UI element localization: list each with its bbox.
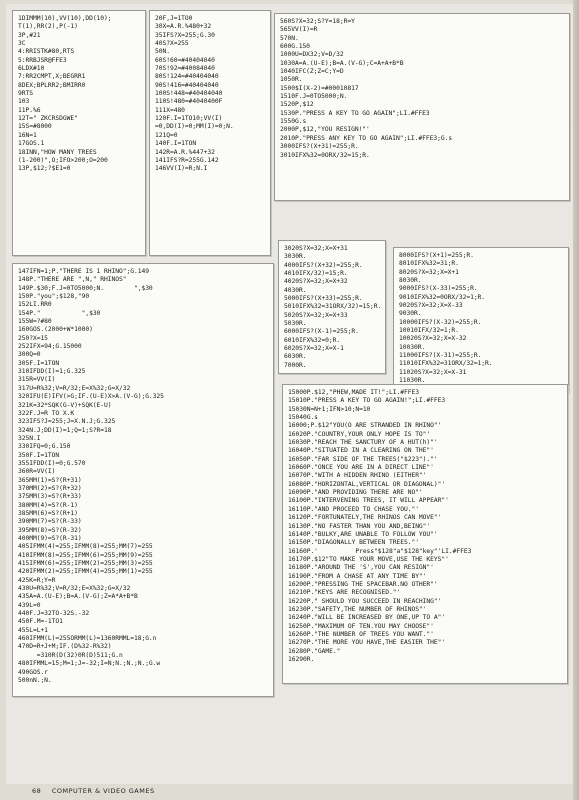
code-line: 450F.M=-1TO1: [18, 618, 63, 626]
code-line: 565VV(I)=R: [280, 26, 318, 34]
code-line: 250?X=15: [18, 334, 48, 342]
code-line: 16070P."WITH A HIDDEN RHINO (EITHER"': [288, 472, 427, 480]
code-line: T(1),RR(2),P(-1): [18, 23, 78, 31]
page-footer: [32, 787, 163, 795]
code-line: 8010IFX%32=31;R.: [399, 260, 459, 268]
code-line: 323IFS?J=255;J=X.N.J;G.325: [18, 418, 116, 426]
code-line: 110S!480=#4040400F: [155, 98, 223, 106]
code-line: (1-200)",O;IFO>200;O=200: [18, 156, 108, 164]
code-line: 8030R.: [399, 277, 422, 285]
code-line: 16260P."THE NUMBER OF TREES YOU WANT."': [288, 630, 434, 638]
code-line: 430U=R%32;V=R/32;E=X%32;G=X/32: [18, 585, 131, 593]
code-listing-2: [149, 10, 271, 256]
magazine-page: [6, 4, 573, 795]
code-line: 3020S?X=32;X=X+31: [284, 245, 348, 252]
code-line: 16170P.$12"TO MAKE YOUR MOVE,USE THE KEYS"': [288, 555, 449, 563]
code-line: 16040P."SITUATED IN A CLEARING ON THE"': [288, 447, 434, 455]
code-line: 5:RRBJSR@FFE3: [18, 56, 67, 64]
code-line: 12T=" ZKCRSDGWE": [18, 115, 78, 123]
code-line: 7000R.: [284, 361, 307, 369]
code-line: 60S!60=#40404040: [155, 56, 215, 64]
code-line: 420IFMM(2)=255;IFMM(4)=255;MM(1)=255: [18, 568, 153, 576]
code-line: 5020S?X=32;X=X+33: [284, 311, 348, 319]
code-listing-5: [278, 240, 386, 374]
code-line: 16060P."ONCE YOU ARE IN A DIRECT LINE"': [288, 464, 434, 472]
code-line: 16140P."BULKY,ARE UNABLE TO FOLLOW YOU"': [288, 530, 438, 538]
code-line: 560S?X=32;S?Y=18;R=Y: [280, 18, 355, 25]
code-line: 9000IFS?(X-33)=255;R.: [399, 285, 478, 293]
code-line: 16090P."AND PROVIDING THERE ARE NO"': [288, 489, 423, 497]
code-line: 1040IFC(Z;Z=C;Y=D: [280, 68, 344, 76]
code-line: 320IFU(E)IFV(>G;IF.(U-E)X>A.(V-G);G.325: [18, 393, 164, 401]
code-line: 7:RR2CMPT,X;BEGRR1: [18, 73, 86, 81]
code-line: 16020P."COUNTRY,YOUR ONLY HOPE IS TO"': [288, 430, 431, 438]
code-line: 1030A=A.(U-E);B=A.(V-G);C=A+A+B*B: [280, 59, 404, 67]
code-line: 480IFMML=15;M=1;J=-32;I=N;N.;N.;N.;G.w: [18, 660, 161, 668]
code-line: 4010IFX/32)=15;R.: [284, 270, 348, 278]
code-line: 154P." ",$30: [18, 309, 101, 317]
code-line: 435A=A.(U-E);B=A.(V-G);Z=A*A+B*B: [18, 593, 138, 601]
code-line: 11P.%6: [18, 106, 41, 114]
code-line: 140F.I=1TON: [155, 140, 197, 148]
code-line: 1550G.s: [280, 118, 307, 126]
code-line: 3030R.: [284, 253, 307, 261]
code-line: 8DEX;BPLRR2;BMIRR0: [18, 81, 86, 89]
code-line: 141IFS?R=255G.142: [155, 156, 219, 164]
code-line: 80S!124=#40404040: [155, 73, 219, 81]
code-line: 16250P."MAXIMUM OF TEN.YOU MAY CHOOSE"': [288, 622, 434, 630]
code-line: 90S!416=#40404040: [155, 81, 219, 89]
code-line: 40S?X=255: [155, 40, 189, 48]
code-line: 15030N=N+1;IFN>10;N=10: [288, 405, 371, 413]
code-line: 152LI.RR0: [18, 301, 52, 309]
code-line: 18INN,"HOW MANY TREES: [18, 148, 97, 156]
code-line: 16150P."DIAGONALLY BETWEEN TREES."': [288, 539, 419, 547]
code-line: 439L=0: [18, 601, 41, 609]
code-line: 6020S?X=32;X=X-1: [284, 345, 344, 353]
code-line: 9010IFX%32=0ORX/32=1;R.: [399, 293, 486, 301]
code-line: 15S=#8000: [18, 123, 52, 131]
code-line: 4020S?X=32;X=X+32: [284, 278, 348, 286]
code-line: 360R=VV(I): [18, 468, 56, 476]
code-line: 380MM(4)=S?(R-1): [18, 501, 78, 509]
code-line: 325N.I: [18, 434, 41, 442]
code-listing-7: [282, 384, 568, 684]
code-line: 147IFN=1;P."THERE IS 1 RHINO";G.149: [18, 268, 149, 275]
code-line: 16210P."KEYS ARE RECOGNISED."': [288, 589, 401, 597]
code-line: 16000;P.$12"YOU(O ARE STRANDED IN RHINO"': [288, 422, 442, 430]
code-line: 20F,J=1TO0: [155, 15, 193, 22]
code-line: 500nN.;N.: [18, 676, 52, 684]
code-line: 11020S?X=32;X=X-31: [399, 368, 467, 376]
code-line: 120F.I=1TO10;VV(I): [155, 115, 223, 123]
code-line: 16270P."THE MORE YOU HAVE,THE EASIER THE"': [288, 639, 446, 647]
code-line: 3C: [18, 40, 26, 48]
code-line: 5010IFX%32=31ORX/32)=15;R.: [284, 303, 382, 311]
code-line: 5030R.: [284, 320, 307, 328]
code-line: 425K=R;Y=R: [18, 576, 56, 584]
code-line: 315R=VV(I): [18, 376, 56, 384]
code-line: 1520P,$12: [280, 101, 314, 109]
code-line: 410IFMM(8)=255;IFMM(6)=255;MM(9)=255: [18, 551, 153, 559]
code-line: 6010IFX%32=0;R.: [284, 336, 341, 344]
code-line: 6030R.: [284, 353, 307, 361]
code-line: 15040G.s: [288, 414, 318, 422]
code-line: 10030R.: [399, 343, 426, 351]
code-line: 16160P.' Press"$128"a"$128"key"'LI.#FFE3: [288, 547, 472, 555]
code-line: 10020S?X=32;X=X-32: [399, 335, 467, 343]
code-line: 16N=1: [18, 131, 37, 139]
code-line: 16220P." SHOULD YOU SUCCEED IN REACHING"': [288, 597, 442, 605]
code-line: 252IFX=94;G.15000: [18, 343, 82, 351]
code-line: 405IFMM(4)=255;IFMM(8)=255;MM(7)=255: [18, 543, 153, 551]
code-line: 148P."THERE ARE ",N," RHINOS": [18, 276, 127, 284]
code-line: 330IFQ=0;G.150: [18, 443, 71, 451]
code-line: 317U=R%32;V=R/32;E=X%32;G=X/32: [18, 384, 131, 392]
code-line: 13P,$12;?$E1=0: [18, 165, 71, 173]
code-line: 455L=L+1: [18, 626, 48, 634]
code-line: 160GOS.(2000+W*1000): [18, 326, 93, 334]
code-listing-1: [12, 10, 146, 256]
code-line: 3P,#21: [18, 31, 41, 39]
code-line: 370MM(2)=S?(R+32): [18, 484, 82, 492]
code-line: 9030R.: [399, 310, 422, 318]
code-line: 385MM(6)=S?(R+1): [18, 509, 78, 517]
code-line: 149P.$30;F.J=0TO5000;N. ",$30: [18, 284, 153, 292]
code-line: 155W=?#80: [18, 318, 52, 326]
code-line: 600G.150: [280, 43, 310, 51]
code-line: 1DIMMM(10),VV(10),DD(10);: [18, 15, 112, 22]
code-line: 121Q=0: [155, 131, 178, 139]
code-line: 8020S?X=32;X=X+1: [399, 268, 459, 276]
code-line: 1000U=DX32;V=D/32: [280, 51, 344, 59]
code-line: 16200P."PRESSING THE SPACEBAR.NO OTHER"': [288, 580, 438, 588]
code-line: 440F.J=32TO-32S.-32: [18, 610, 90, 618]
code-line: 11010IFX%32=31ORX/32=1;R.: [399, 360, 493, 368]
code-line: 415IFMM(6)=255;IFMM(2)=255;MM(3)=255: [18, 560, 153, 568]
code-line: 321K=32*SQK(G-V)+SQK(E-U): [18, 401, 112, 409]
code-line: 350F.I=1TON: [18, 451, 60, 459]
code-line: 11030R.: [399, 377, 426, 385]
code-line: 17GOS.1: [18, 140, 45, 148]
code-line: 8000IFS?(X+1)=255;R.: [399, 252, 474, 259]
code-line: 15000P.$12,"PHEW,MADE IT!";LI.#FFE3: [288, 389, 419, 396]
code-line: 300Q=0: [18, 351, 41, 359]
code-line: 4:RRISTK#80,RTS: [18, 48, 75, 56]
code-line: 9020S?X=32;X=X-33: [399, 302, 463, 310]
code-line: 5000IFS?(X+33)=255;R.: [284, 295, 363, 303]
code-line: 16120P."FORTUNATELY,THE RHINOS CAN MOVE"': [288, 514, 442, 522]
code-line: 16110P."AND PROCEED TO CHASE YOU."': [288, 505, 419, 513]
page-number: 68: [32, 787, 42, 795]
code-line: 470D=R+J+M;IF.(D%32-R%32): [18, 643, 112, 651]
code-listing-4: [12, 263, 274, 697]
code-line: 50N.: [155, 48, 170, 56]
code-line: 16190P."FROM A CHASE AT ANY TIME BY"': [288, 572, 427, 580]
code-line: 100S!448=#40404040: [155, 90, 223, 98]
code-line: 16030P."REACH THE SANCTURY OF A HUT(h)"': [288, 439, 438, 447]
code-line: 146VV(I)=R;N.I: [155, 165, 208, 173]
code-line: 1530P."PRESS A KEY TO GO AGAIN";LI.#FFE3: [280, 109, 430, 117]
code-line: 10010IFX/32=1;R.: [399, 327, 459, 335]
code-line: 322F.J=R TO X.K: [18, 409, 75, 417]
code-line: 3000IFS?(X+31)=255;R.: [280, 143, 359, 151]
code-line: 390MM(7)=S?(R-33): [18, 518, 82, 526]
code-line: 16240P."WILL BE INCREASED BY ONE,UP TO A"': [288, 614, 446, 622]
code-line: 305F.I=1TON: [18, 359, 60, 367]
code-line: 4000IFS?(X+32)=255;R.: [284, 261, 363, 269]
code-line: 16230P."SAFETY,THE NUMBER OF RHINOS"': [288, 605, 427, 613]
code-line: 16050P."FAR SIDE OF THE TREES("$223")."': [288, 455, 438, 463]
code-line: 103: [18, 98, 30, 106]
code-line: 365MM(1)=S?(R+31): [18, 476, 82, 484]
code-line: 16180P."AROUND THE 'S',YOU CAN RESIGN"': [288, 564, 434, 572]
code-line: 11000IFS?(X-31)=255;R.: [399, 352, 482, 360]
code-line: 395MM(8)=S?(R-32): [18, 526, 82, 534]
code-line: 4030R.: [284, 286, 307, 294]
code-line: 1050R.: [280, 76, 303, 84]
code-line: 324N.J;DD(I)=1;Q=1;S?R=18: [18, 426, 112, 434]
code-line: 142R=A.R.%447+32: [155, 148, 215, 156]
code-line: 3010IFX%32=0ORX/32=15;R.: [280, 151, 370, 159]
code-listing-6: [393, 247, 569, 393]
code-line: 16290R.: [288, 656, 315, 663]
magazine-title: COMPUTER & VIDEO GAMES: [51, 787, 155, 795]
code-listing-3: [274, 13, 570, 201]
code-line: 16100P."INTERVENING TREES, IT WILL APPEAR"': [288, 497, 449, 505]
code-line: 10000IFS?(X-32)=255;R.: [399, 318, 482, 326]
page-edge: [573, 0, 579, 800]
code-line: 9RTS: [18, 90, 33, 98]
code-line: 1500$I(X-2)=#00010817: [280, 84, 359, 92]
code-line: 310IFDD(I)=1;G.325: [18, 368, 86, 376]
code-line: 460IFMM(L)=255ORMM(L)=1360RMML=18;G.n: [18, 635, 157, 643]
code-line: 111X=480: [155, 106, 185, 114]
code-line: 150P."you";$128,"90: [18, 293, 90, 301]
code-line: 30X=A.R.%480+32: [155, 23, 212, 31]
code-line: 16080P."HORIZONTAL,VERTICAL OR DIAGONAL)"': [288, 480, 446, 488]
code-line: 1510F.J=0TO5000;N.: [280, 93, 348, 101]
code-line: 375MM(3)=S?(R+33): [18, 493, 82, 501]
code-line: 6000IFS?(X-1)=255;R.: [284, 328, 359, 336]
code-line: 2000P,$12,"YOU RESIGN!"': [280, 126, 370, 134]
code-line: =0,DD(I)=0;MM(I)=0;N.: [155, 123, 234, 131]
code-line: 70S!92=#40084040: [155, 65, 215, 73]
code-line: =310R(D(32)0R(D)511;G.n: [18, 651, 123, 659]
code-line: 15010P."PRESS A KEY TO GO AGAIN!";LI.#FFE3: [288, 397, 446, 405]
code-line: 400MM(9)=S?(R-31): [18, 535, 82, 542]
code-line: 570N.: [280, 34, 299, 42]
code-line: 35IFS?X=255;G.30: [155, 31, 215, 39]
code-line: 355IFDD(I)=0;G.570: [18, 459, 86, 467]
code-line: 6LDX#10: [18, 65, 45, 73]
code-line: 16130P."NO FASTER THAN YOU AND,BEING"': [288, 522, 431, 530]
code-line: 490GOS.r: [18, 668, 48, 676]
code-line: 2010P."PRESS ANY KEY TO GO AGAIN";LI.#FFE3;G.s: [280, 134, 453, 142]
code-line: 16280P."GAME.": [288, 647, 341, 655]
